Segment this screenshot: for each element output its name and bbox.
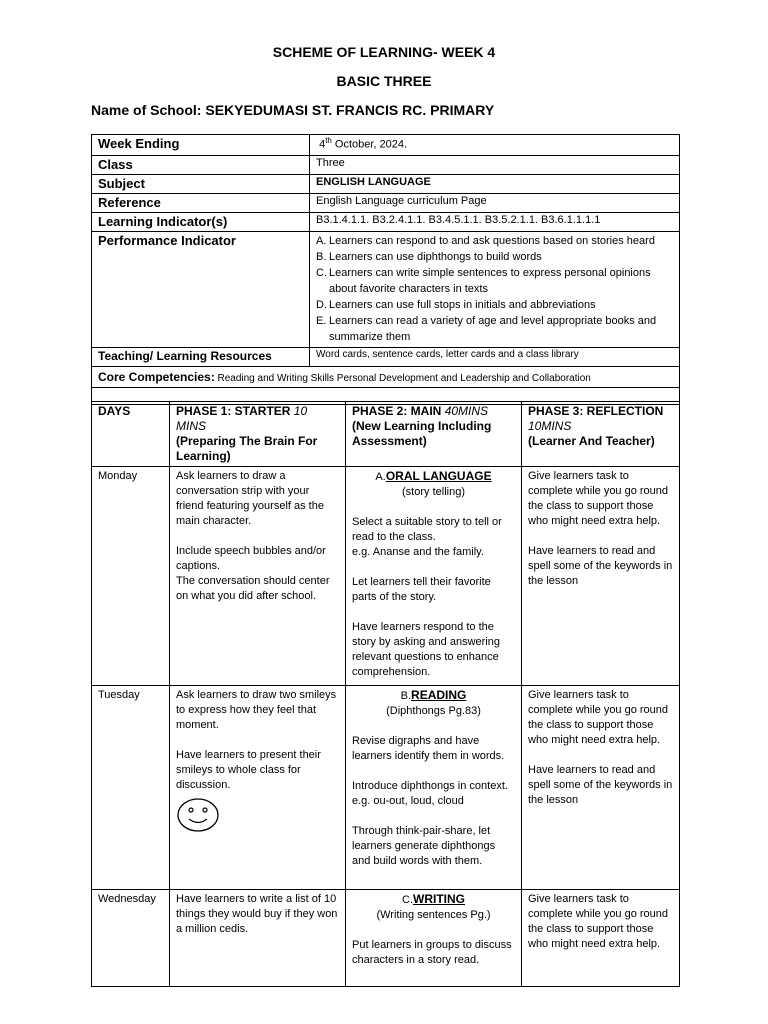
tuesday-phase3: Give learners task to complete while you go round the class to support those who might need extra help. Have learners to read and spell some of the keywords in the lesson xyxy=(522,686,680,890)
performance-value xyxy=(310,232,680,348)
info-table xyxy=(91,134,680,405)
wednesday-phase3: Give learners task to complete while you go round the class to support those who might need extra help. xyxy=(522,890,680,987)
info-row-class xyxy=(92,156,680,175)
tuesday-phase1: Ask learners to draw two smileys to express how they feel that moment. Have learners to present their smileys to whole class for discussion. xyxy=(170,686,346,890)
tuesday-phase2: B.READING (Diphthongs Pg.83) Revise digraphs and have learners identify them in words. Introduce diphthongs in context. e.g. ou-out, loud, cloud Through think-pair-share, let learners generate diphthongs and build words with them. xyxy=(346,686,522,890)
day-tuesday: Tuesday xyxy=(92,686,170,890)
performance-item: E. Learners can read a variety of age and level appropriate books and summarize them xyxy=(316,315,657,343)
monday-phase3: Give learners task to complete while you go round the class to support those who might need extra help. Have learners to read and spell some of the keywords in the lesson xyxy=(522,467,680,686)
day-monday: Monday xyxy=(92,467,170,686)
performance-item: A. Learners can respond to and ask questions based on stories heard xyxy=(316,235,655,247)
wednesday-phase2: C.WRITING (Writing sentences Pg.) Put learners in groups to discuss characters in a story read. xyxy=(346,890,522,987)
reference-label: Reference xyxy=(92,194,310,213)
resources-label: Teaching/ Learning Resources xyxy=(92,348,310,367)
school-line xyxy=(91,102,494,118)
day-wednesday: Wednesday xyxy=(92,890,170,987)
performance-label: Performance Indicator xyxy=(92,232,310,348)
class-value: Three xyxy=(310,156,680,175)
plan-header-row xyxy=(92,402,680,467)
core-competencies: Core Competencies: Reading and Writing Skills Personal Development and Leadership and Collaboration xyxy=(92,367,680,388)
plan-row-monday xyxy=(92,467,680,686)
days-header: DAYS xyxy=(92,402,170,467)
wednesday-phase1: Have learners to write a list of 10 things they would buy if they won a million cedis. xyxy=(170,890,346,987)
indicator-value: B3.1.4.1.1. B3.2.4.1.1. B3.4.5.1.1. B3.5.2.1.1. B3.6.1.1.1.1 xyxy=(310,213,680,232)
school-label: Name of School: xyxy=(91,102,202,118)
document-subtitle: BASIC THREE xyxy=(336,73,432,89)
info-row-indicator xyxy=(92,213,680,232)
resources-value: Word cards, sentence cards, letter cards and a class library xyxy=(310,348,680,367)
performance-list xyxy=(316,233,673,345)
monday-phase2: A.ORAL LANGUAGE (story telling) Select a suitable story to tell or read to the class. e.g. Ananse and the family. Let learners tell their favorite parts of the story. Have learners respond to the story by asking and answering relevant questions to enhance comprehension. xyxy=(346,467,522,686)
smiley-face-icon xyxy=(176,797,220,833)
info-row-week-ending xyxy=(92,135,680,156)
info-row-core xyxy=(92,367,680,388)
performance-item: D. Learners can use full stops in initials and abbreviations xyxy=(316,299,596,311)
performance-item: C. Learners can write simple sentences to express personal opinions about favorite characters in texts xyxy=(316,267,651,295)
phase3-header: PHASE 3: REFLECTION 10MINS (Learner And Teacher) xyxy=(522,402,680,467)
monday-phase1: Ask learners to draw a conversation strip with your friend featuring yourself as the main character. Include speech bubbles and/or captions. The conversation should center on what you did after school. xyxy=(170,467,346,686)
class-label: Class xyxy=(92,156,310,175)
week-ending-label: Week Ending xyxy=(92,135,310,156)
plan-row-tuesday xyxy=(92,686,680,890)
indicator-label: Learning Indicator(s) xyxy=(92,213,310,232)
subject-value: ENGLISH LANGUAGE xyxy=(310,175,680,194)
info-row-performance xyxy=(92,232,680,348)
subject-label: Subject xyxy=(92,175,310,194)
info-row-reference xyxy=(92,194,680,213)
phase2-header: PHASE 2: MAIN 40MINS (New Learning Including Assessment) xyxy=(346,402,522,467)
info-row-resources xyxy=(92,348,680,367)
info-row-subject xyxy=(92,175,680,194)
reference-value: English Language curriculum Page xyxy=(310,194,680,213)
week-ending-value: 4th October, 2024. xyxy=(310,135,680,156)
plan-row-wednesday xyxy=(92,890,680,987)
document-title: SCHEME OF LEARNING- WEEK 4 xyxy=(272,44,496,60)
phase1-header: PHASE 1: STARTER 10 MINS (Preparing The Brain For Learning) xyxy=(170,402,346,467)
performance-item: B. Learners can use diphthongs to build words xyxy=(316,251,542,263)
school-name: SEKYEDUMASI ST. FRANCIS RC. PRIMARY xyxy=(205,102,495,118)
plan-table xyxy=(91,401,680,987)
